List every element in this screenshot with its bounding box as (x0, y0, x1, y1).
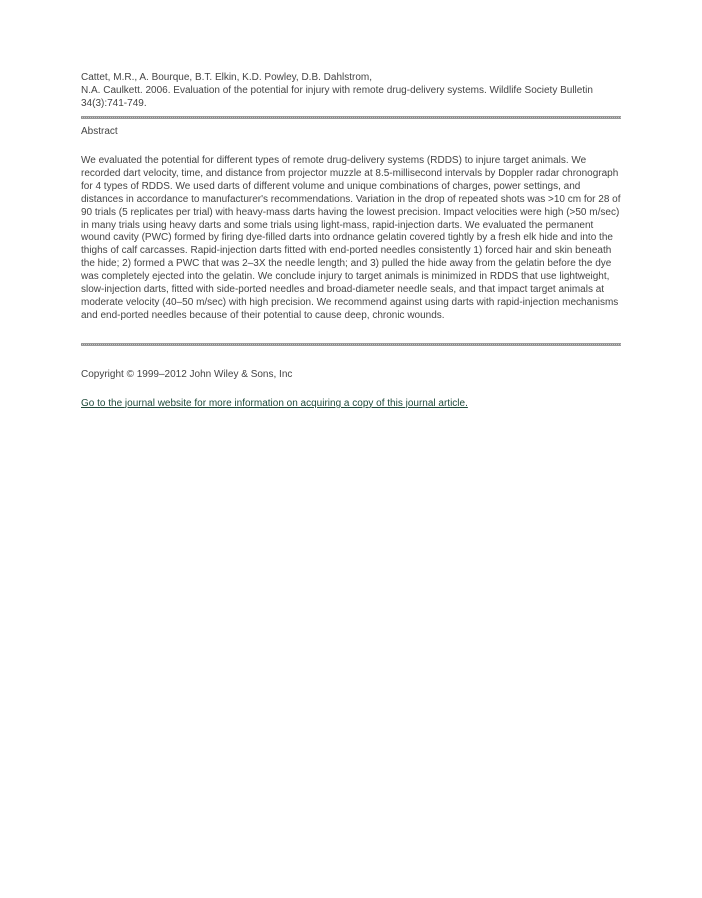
article-page (81, 71, 621, 410)
copyright-notice: Copyright © 1999–2012 John Wiley & Sons, Inc (81, 368, 293, 380)
divider-top (81, 116, 621, 119)
abstract-heading: Abstract (81, 126, 118, 137)
citation (81, 71, 621, 110)
journal-website-link[interactable]: Go to the journal website for more information on acquiring a copy of this journal article. (81, 397, 468, 409)
abstract-body: We evaluated the potential for different types of remote drug-delivery systems (RDDS) to injure target animals. We recorded dart velocity, time, and distance from projector muzzle at 8.5-millisecond intervals by Doppler radar chronograph for 4 types of RDDS. We used darts of different volume and unique combinations of charges, power settings, and distances in accordance to manufacturer's recommendations. Variation in the drop of repeated shots was >10 cm for 28 of 90 trials (5 replicates per trial) with heavy-mass darts having the lowest precision. Impact velocities were high (>50 m/sec) in many trials using heavy darts and some trials using light-mass, rapid-injection darts. We evaluated the permanent wound cavity (PWC) formed by firing dye-filled darts into ordnance gelatin covered tightly by a fresh elk hide and into the thighs of calf carcasses. Rapid-injection darts fitted with end-ported needles consistently 1) forced hair and skin beneath the hide; 2) formed a PWC that was 2–3X the needle length; and 3) pulled the hide away from the gelatin before the dye was completely ejected into the gelatin. We conclude injury to target animals is minimized in RDDS that use lightweight, slow-injection darts, fitted with side-ported needles and broad-diameter needle seals, and that impact target animals at moderate velocity (40–50 m/sec) with high precision. We recommend against using darts with rapid-injection mechanisms and end-ported needles because of their potential to cause deep, chronic wounds. (81, 155, 621, 321)
citation-authors: Cattet, M.R., A. Bourque, B.T. Elkin, K.D. Powley, D.B. Dahlstrom, (81, 72, 373, 83)
citation-reference: N.A. Caulkett. 2006. Evaluation of the potential for injury with remote drug-delivery systems. Wildlife Society Bulletin 34(3):741-749. (81, 85, 593, 109)
divider-bottom (81, 343, 621, 346)
